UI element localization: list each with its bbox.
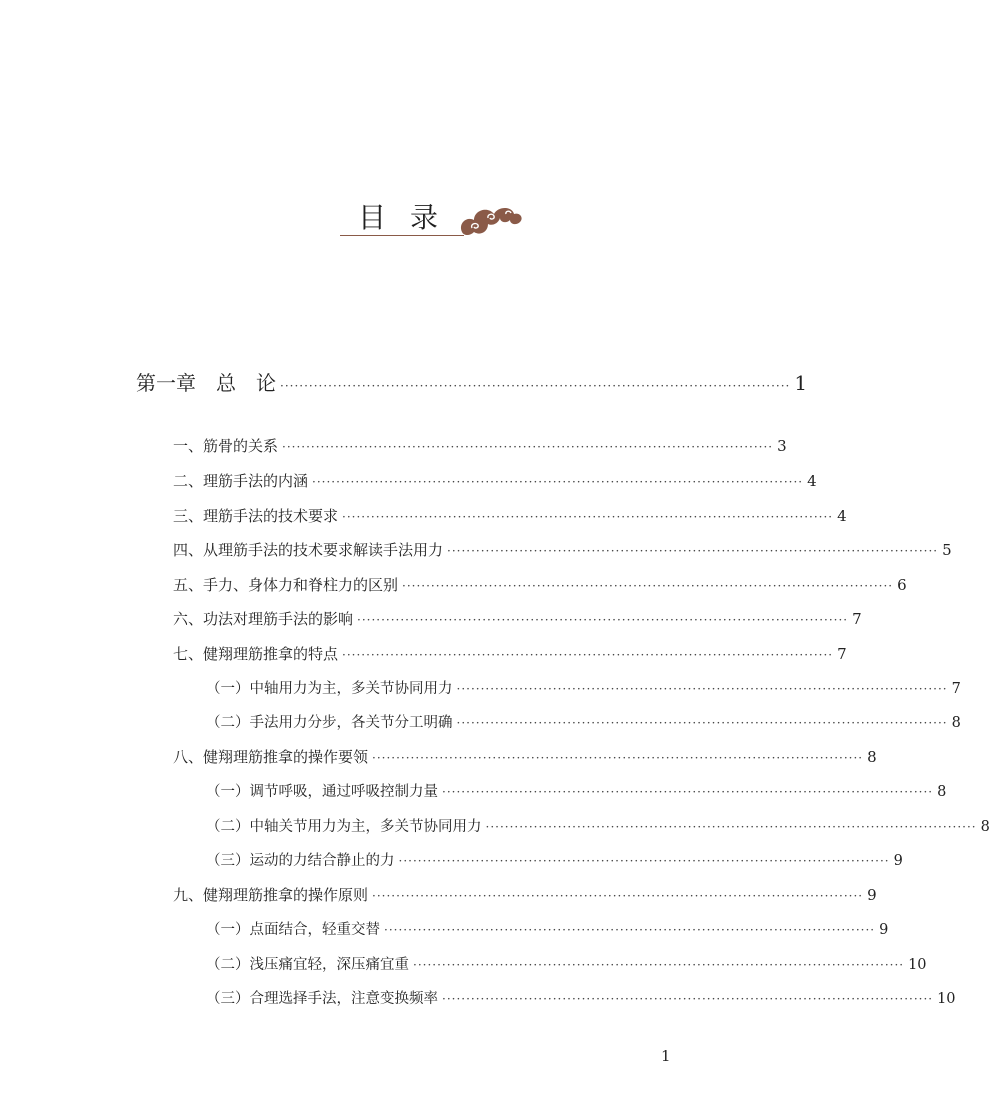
toc-entry[interactable] [173,435,787,456]
leader-dots: ······································································································ [442,785,934,799]
toc-subentry[interactable] [206,953,927,974]
leader-dots: ·········································································································· [280,379,791,393]
leader-dots: ······································································································ [372,889,864,903]
toc-entry-label: 三、理筋手法的技术要求 [173,507,339,525]
toc-chapter-page: 1 [794,371,808,395]
page-title: 目录 [358,201,463,234]
leader-dots: ······································································································ [357,613,849,627]
toc-entry[interactable] [173,608,862,629]
leader-dots: ······································································································ [312,475,804,489]
toc-entry-page: 8 [867,748,877,766]
toc-subentry[interactable] [206,711,961,732]
toc-entry-page: 8 [937,784,947,800]
leader-dots: ······································································································ [447,544,939,558]
leader-dots: ······································································································ [372,751,864,765]
toc-entry-page: 4 [807,472,817,490]
toc-entry-label: 五、手力、身体力和脊柱力的区别 [173,576,399,594]
leader-dots: ······································································································ [456,682,948,696]
toc-entry-label: （三）合理选择手法，注意变换频率 [206,991,438,1007]
toc-entry-label: （二）浅压痛宜轻，深压痛宜重 [206,957,409,973]
toc-entry-page: 4 [837,507,847,525]
toc-entry-label: 六、功法对理筋手法的影响 [173,610,354,628]
toc-entry-label: （二）中轴关节用力为主，多关节协同用力 [206,819,482,835]
toc-entry[interactable] [173,746,877,767]
toc-entry-label: （一）中轴用力为主，多关节协同用力 [206,681,453,697]
toc-entry-page: 9 [867,886,877,904]
leader-dots: ······································································································ [456,716,948,730]
toc-title-block [340,196,530,246]
toc-entry-page: 8 [951,715,961,731]
toc-entry-label: 二、理筋手法的内涵 [173,472,309,490]
toc-chapter[interactable] [136,367,808,396]
toc-subentry[interactable] [206,677,961,698]
auspicious-cloud-icon [458,202,524,238]
toc-entry-label: （一）点面结合，轻重交替 [206,922,380,938]
toc-entry[interactable] [173,643,847,664]
toc-subentry[interactable] [206,780,947,801]
toc-subentry[interactable] [206,815,990,836]
toc-entry-label: 七、健翔理筋推拿的特点 [173,645,339,663]
toc-entry-page: 6 [897,576,907,594]
toc-entry-page: 7 [951,681,961,697]
leader-dots: ······································································································ [398,854,890,868]
toc-entry-page: 9 [893,853,903,869]
toc-entry-label: （三）运动的力结合静止的力 [206,853,395,869]
toc-entry-label: （二）手法用力分步，各关节分工明确 [206,715,453,731]
leader-dots: ······································································································ [342,648,834,662]
leader-dots: ······································································································ [413,958,905,972]
leader-dots: ······································································································ [282,440,774,454]
toc-entry-page: 10 [908,957,927,973]
toc-entry[interactable] [173,505,847,526]
toc-entry-label: 一、筋骨的关系 [173,437,279,455]
leader-dots: ······································································································ [342,510,834,524]
toc-subentry[interactable] [206,849,903,870]
leader-dots: ······································································································ [402,579,894,593]
toc-entry-page: 10 [937,991,956,1007]
toc-entry[interactable] [173,539,952,560]
toc-entry-page: 8 [980,819,990,835]
toc-entry[interactable] [173,574,907,595]
toc-entry-label: （一）调节呼吸，通过呼吸控制力量 [206,784,438,800]
toc-entry[interactable] [173,884,877,905]
toc-entry-page: 7 [852,610,862,628]
toc-chapter-label: 第一章 总 论 [136,371,276,395]
toc-entry-page: 7 [837,645,847,663]
leader-dots: ······································································································ [442,992,934,1006]
page-number: 1 [661,1047,671,1065]
toc-entry[interactable] [173,470,817,491]
toc-entry-page: 9 [879,922,889,938]
leader-dots: ······································································································ [384,923,876,937]
toc-entry-page: 3 [777,437,787,455]
title-underline [340,235,464,236]
toc-entry-page: 5 [942,541,952,559]
toc-subentry[interactable] [206,987,956,1008]
toc-entry-label: 九、健翔理筋推拿的操作原则 [173,886,369,904]
leader-dots: ······································································································ [485,820,977,834]
toc-entry-label: 八、健翔理筋推拿的操作要领 [173,748,369,766]
toc-entry-label: 四、从理筋手法的技术要求解读手法用力 [173,541,444,559]
toc-subentry[interactable] [206,918,889,939]
